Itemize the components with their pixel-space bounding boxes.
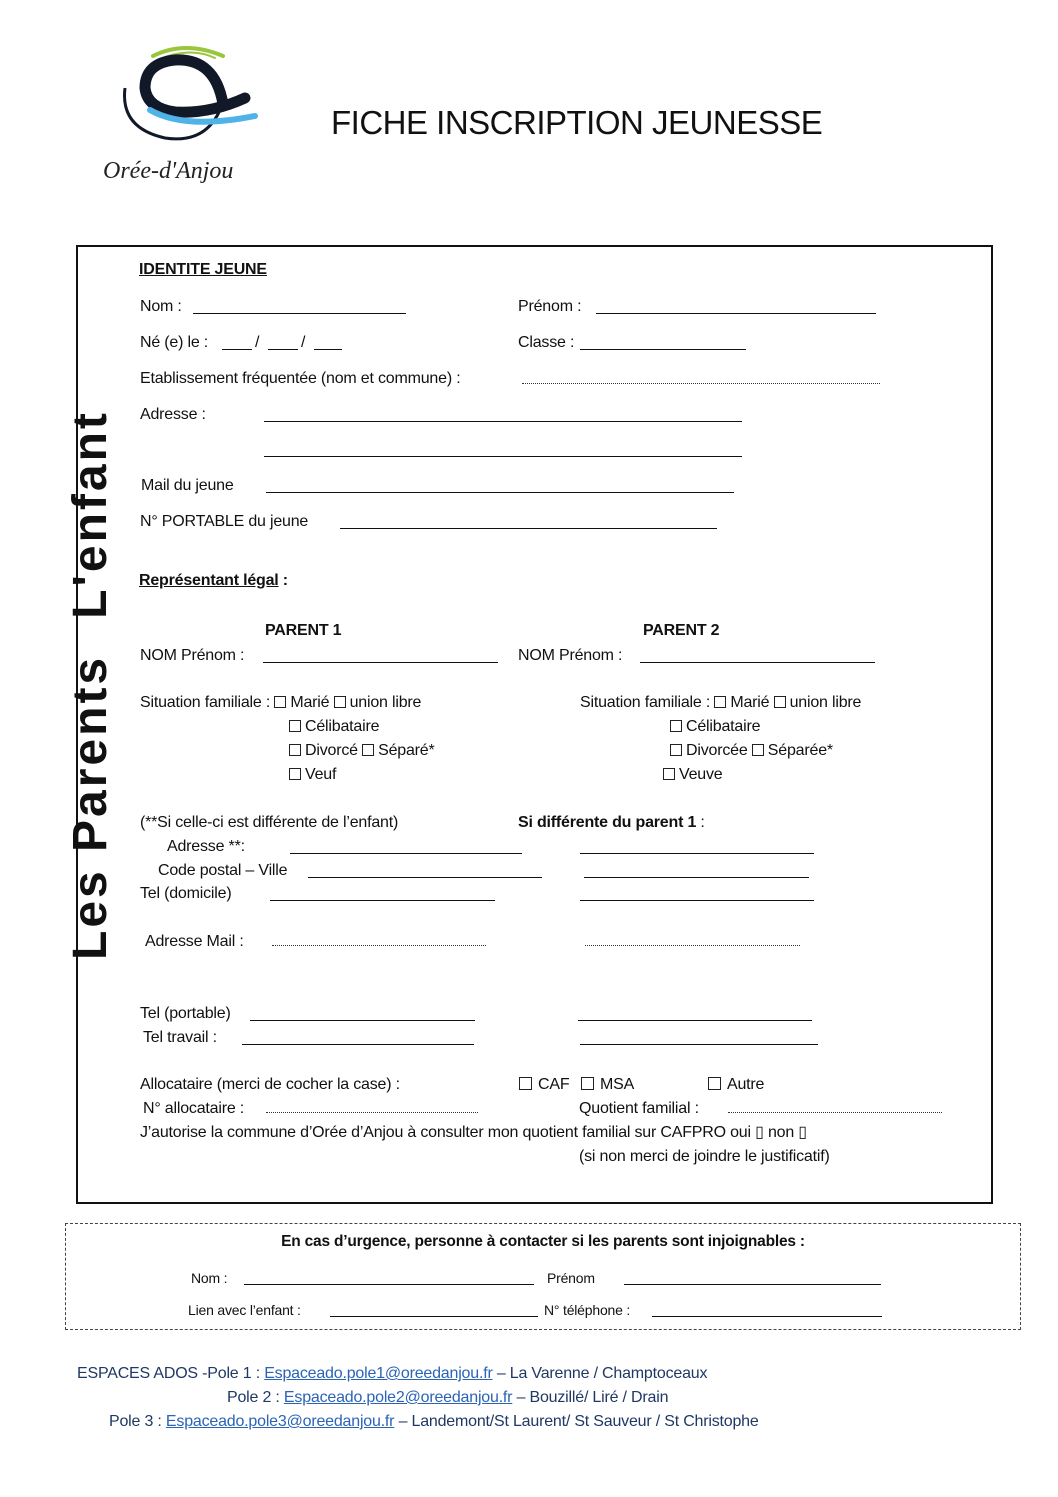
num-allocataire-label: N° allocataire : bbox=[143, 1100, 245, 1117]
nom-label: Nom : bbox=[140, 298, 182, 315]
date-separator: / bbox=[255, 334, 260, 351]
nom-field[interactable] bbox=[193, 313, 406, 314]
section-title-suffix: : bbox=[278, 572, 288, 589]
urgence-lien-field[interactable] bbox=[330, 1316, 538, 1317]
pole3-email-link[interactable]: Espaceado.pole3@oreedanjou.fr bbox=[165, 1413, 395, 1430]
pole2-location: – Bouzillé/ Liré / Drain bbox=[516, 1389, 669, 1406]
pole3-label: Pole 3 : bbox=[109, 1413, 162, 1430]
checkbox-parent1-celibataire[interactable] bbox=[289, 720, 301, 732]
side-label-child: L'enfant bbox=[64, 410, 117, 619]
option-label: Célibataire bbox=[686, 718, 761, 735]
option-label: Autre bbox=[727, 1076, 765, 1093]
option-label: Marié bbox=[730, 694, 770, 711]
parent2-nom-prenom-label: NOM Prénom : bbox=[518, 647, 623, 664]
parent1-situation bbox=[140, 693, 421, 713]
option-label: MSA bbox=[600, 1076, 635, 1093]
birth-year-field[interactable] bbox=[314, 349, 342, 350]
autorisation-note: (si non merci de joindre le justificatif) bbox=[579, 1148, 830, 1165]
footer-pole3 bbox=[109, 1412, 759, 1432]
allocataire-label: Allocataire (merci de cocher la case) : bbox=[140, 1076, 400, 1093]
side-label-parents: Les Parents bbox=[64, 654, 117, 960]
parent1-option-divorce bbox=[289, 741, 435, 761]
parent1-tel-portable-field[interactable] bbox=[250, 1020, 475, 1021]
pole1-location: – La Varenne / Champtoceaux bbox=[496, 1365, 708, 1382]
checkbox-parent1-union-libre[interactable] bbox=[334, 696, 346, 708]
urgence-prenom-label: Prénom bbox=[547, 1270, 595, 1286]
parent1-nom-prenom-label: NOM Prénom : bbox=[140, 647, 245, 664]
checkbox-parent1-veuf[interactable] bbox=[289, 768, 301, 780]
parent1-mail-field[interactable] bbox=[272, 945, 486, 946]
parent2-adresse-field[interactable] bbox=[580, 853, 814, 854]
oree-danjou-logo-icon bbox=[95, 38, 265, 148]
parent2-tel-domicile-field[interactable] bbox=[580, 900, 814, 901]
portable-jeune-label: N° PORTABLE du jeune bbox=[140, 513, 309, 530]
date-separator: / bbox=[301, 334, 306, 351]
logo-text: Orée-d'Anjou bbox=[103, 158, 234, 184]
note-adresse-enfant: (**Si celle-ci est différente de l’enfant) bbox=[140, 814, 399, 831]
checkbox-parent2-celibataire[interactable] bbox=[670, 720, 682, 732]
parent2-situation-label: Situation familiale : bbox=[580, 694, 711, 711]
checkbox-parent2-veuve[interactable] bbox=[663, 768, 675, 780]
birth-month-field[interactable] bbox=[268, 349, 298, 350]
allocataire-option-msa bbox=[581, 1075, 634, 1095]
allocataire-option-autre bbox=[708, 1075, 764, 1095]
parent1-nom-prenom-field[interactable] bbox=[263, 662, 498, 663]
mail-jeune-label: Mail du jeune bbox=[141, 477, 234, 494]
parent2-situation bbox=[580, 693, 861, 713]
checkbox-parent1-marie[interactable] bbox=[274, 696, 286, 708]
pole3-location: – Landemont/St Laurent/ St Sauveur / St Christophe bbox=[398, 1413, 759, 1430]
page-title: FICHE INSCRIPTION JEUNESSE bbox=[331, 104, 823, 141]
checkbox-msa[interactable] bbox=[581, 1077, 594, 1090]
parent1-option-veuf bbox=[289, 765, 336, 785]
checkbox-parent2-divorcee[interactable] bbox=[670, 744, 682, 756]
urgence-lien-label: Lien avec l’enfant : bbox=[188, 1302, 301, 1318]
adresse-field-line2[interactable] bbox=[264, 456, 742, 457]
parent2-cp-ville-field[interactable] bbox=[584, 877, 809, 878]
parent1-tel-travail-field[interactable] bbox=[242, 1044, 474, 1045]
adresse-label: Adresse : bbox=[140, 406, 206, 423]
checkbox-parent2-union-libre[interactable] bbox=[774, 696, 786, 708]
section-title-representant bbox=[139, 571, 288, 591]
parent1-cp-ville-field[interactable] bbox=[308, 877, 542, 878]
adresse-mail-label: Adresse Mail : bbox=[145, 933, 244, 950]
pole1-email-link[interactable]: Espaceado.pole1@oreedanjou.fr bbox=[264, 1365, 493, 1382]
section-title-representant-text: Représentant légal bbox=[139, 572, 279, 589]
parent2-option-divorcee bbox=[670, 741, 833, 761]
portable-jeune-field[interactable] bbox=[340, 528, 717, 529]
tel-travail-label: Tel travail : bbox=[143, 1029, 217, 1046]
parent2-tel-travail-field[interactable] bbox=[580, 1044, 818, 1045]
urgence-nom-label: Nom : bbox=[191, 1270, 228, 1286]
mail-jeune-field[interactable] bbox=[266, 492, 734, 493]
urgence-telephone-field[interactable] bbox=[652, 1316, 882, 1317]
urgence-title: En cas d’urgence, personne à contacter si les parents sont injoignables : bbox=[281, 1233, 805, 1250]
footer-pole2 bbox=[227, 1388, 668, 1408]
parent2-heading: PARENT 2 bbox=[643, 622, 720, 639]
checkbox-parent1-separe[interactable] bbox=[362, 744, 374, 756]
allocataire-option-caf bbox=[519, 1075, 569, 1095]
parent2-option-veuve bbox=[663, 765, 723, 785]
quotient-label: Quotient familial : bbox=[579, 1100, 699, 1117]
note-parent1-suffix: : bbox=[696, 814, 705, 831]
note-parent1-text: Si différente du parent 1 bbox=[518, 814, 697, 831]
option-label: Séparée* bbox=[767, 742, 833, 759]
parent2-tel-portable-field[interactable] bbox=[578, 1020, 812, 1021]
logo bbox=[95, 38, 265, 188]
classe-label: Classe : bbox=[518, 334, 575, 351]
option-label: Marié bbox=[290, 694, 330, 711]
pole2-label: Pole 2 : bbox=[227, 1389, 280, 1406]
parent2-option-celibataire bbox=[670, 717, 760, 737]
autorisation-cafpro: J’autorise la commune d’Orée d’Anjou à consulter mon quotient familial sur CAFPRO oui ▯ non ▯ bbox=[140, 1124, 807, 1141]
cp-ville-label: Code postal – Ville bbox=[158, 862, 288, 879]
footer-pole1 bbox=[77, 1364, 707, 1384]
checkbox-caf[interactable] bbox=[519, 1077, 532, 1090]
urgence-nom-field[interactable] bbox=[244, 1284, 534, 1285]
checkbox-parent1-divorce[interactable] bbox=[289, 744, 301, 756]
urgence-prenom-field[interactable] bbox=[624, 1284, 881, 1285]
adresse-field-line1[interactable] bbox=[264, 421, 742, 422]
num-allocataire-field[interactable] bbox=[266, 1112, 478, 1113]
checkbox-parent2-mariee[interactable] bbox=[714, 696, 726, 708]
option-label: Divorcée bbox=[686, 742, 748, 759]
checkbox-autre[interactable] bbox=[708, 1077, 721, 1090]
prenom-label: Prénom : bbox=[518, 298, 582, 315]
classe-field[interactable] bbox=[580, 349, 746, 350]
pole1-label: ESPACES ADOS -Pole 1 : bbox=[77, 1365, 260, 1382]
option-label: Séparé* bbox=[378, 742, 435, 759]
pole2-email-link[interactable]: Espaceado.pole2@oreedanjou.fr bbox=[283, 1389, 513, 1406]
quotient-field[interactable] bbox=[728, 1112, 942, 1113]
etablissement-label: Etablissement fréquentée (nom et commune) : bbox=[140, 370, 461, 387]
option-label: union libre bbox=[789, 694, 862, 711]
tel-portable-label: Tel (portable) bbox=[140, 1005, 231, 1022]
etablissement-field[interactable] bbox=[522, 383, 880, 384]
checkbox-parent2-separee[interactable] bbox=[752, 744, 764, 756]
parent2-mail-field[interactable] bbox=[585, 945, 800, 946]
option-label: Célibataire bbox=[305, 718, 380, 735]
option-label: Divorcé bbox=[305, 742, 358, 759]
section-title-identite: IDENTITE JEUNE bbox=[139, 261, 267, 278]
parent1-situation-label: Situation familiale : bbox=[140, 694, 271, 711]
parent1-option-celibataire bbox=[289, 717, 379, 737]
birth-day-field[interactable] bbox=[222, 349, 252, 350]
tel-domicile-label: Tel (domicile) bbox=[140, 885, 232, 902]
option-label: CAF bbox=[538, 1076, 570, 1093]
parent1-tel-domicile-field[interactable] bbox=[270, 900, 495, 901]
parent1-adresse-field[interactable] bbox=[290, 853, 522, 854]
ne-le-label: Né (e) le : bbox=[140, 334, 209, 351]
parent2-nom-prenom-field[interactable] bbox=[640, 662, 875, 663]
parent1-heading: PARENT 1 bbox=[265, 622, 342, 639]
urgence-telephone-label: N° téléphone : bbox=[544, 1302, 631, 1318]
parent-adresse-label: Adresse **: bbox=[167, 838, 245, 855]
option-label: Veuf bbox=[305, 766, 337, 783]
option-label: Veuve bbox=[679, 766, 723, 783]
option-label: union libre bbox=[349, 694, 422, 711]
note-parent1 bbox=[518, 813, 705, 833]
prenom-field[interactable] bbox=[596, 313, 876, 314]
